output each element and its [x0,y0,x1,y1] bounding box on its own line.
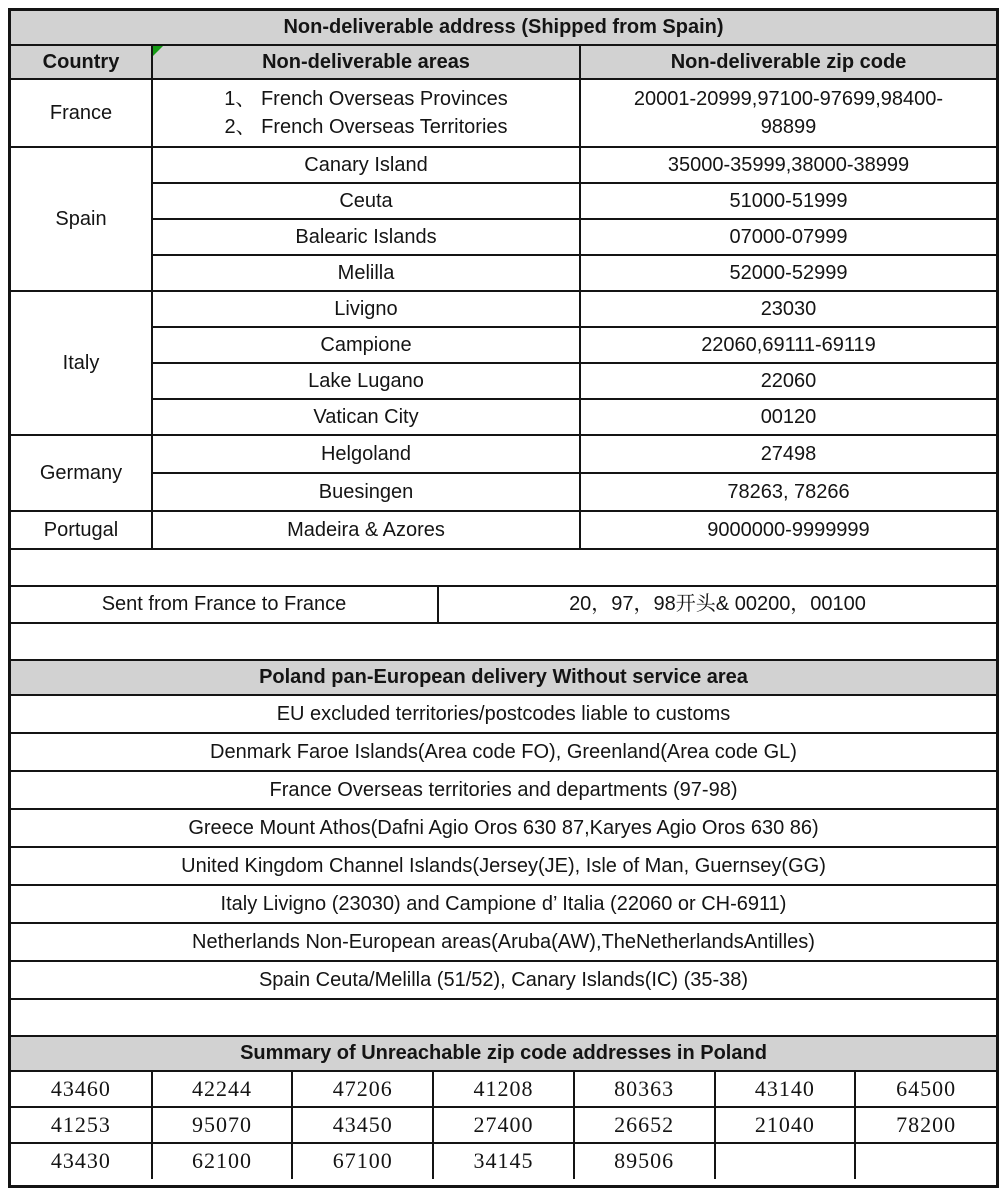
zip-line: 20001-20999,97100-97699,98400- [633,87,944,110]
poland-exclusion-cell: United Kingdom Channel Islands(Jersey(JE), Isle of Man, Guernsey(GG) [11,847,996,885]
poland-exclusion-cell: Netherlands Non-European areas(Aruba(AW),TheNetherlandsAntilles) [11,923,996,961]
poland-exclusion-row [11,771,996,809]
zip-range-cell: 22060 [580,363,996,399]
table-row-italy [11,291,996,327]
poland-exclusion-row [11,847,996,885]
poland-exclusion-row [11,961,996,999]
poland-title-row [11,661,996,695]
spacer-cell [11,624,996,660]
area-cell: Livigno [152,291,580,327]
area-cell: Helgoland [152,435,580,473]
area-cell: Lake Lugano [152,363,580,399]
area-cell: Melilla [152,255,580,291]
poland-exclusion-row [11,695,996,733]
area-cell: Canary Island [152,147,580,183]
zip-code-cell: 43430 [11,1143,152,1179]
zip-code-cell: 78200 [855,1107,996,1143]
table-frame [8,8,999,1188]
comment-marker-icon [153,46,163,56]
zip-range-cell: 78263, 78266 [580,473,996,511]
zip-line: 98899 [760,116,817,138]
zip-code-cell: 42244 [152,1071,293,1107]
area-cell: Balearic Islands [152,219,580,255]
country-cell: Spain [11,147,152,291]
table-row-italy [11,327,996,363]
country-cell: Italy [11,291,152,435]
poland-exclusion-row [11,923,996,961]
spacer-table [11,624,996,661]
column-header-areas-label: Non-deliverable areas [262,50,470,73]
area-line: 2、 French Overseas Territories [224,116,508,138]
country-cell: France [11,79,152,147]
area-cell: Ceuta [152,183,580,219]
poland-section-title: Poland pan-European delivery Without service area [11,661,996,695]
poland-exclusion-row [11,809,996,847]
summary-table [11,1037,996,1179]
zip-range-cell: 00120 [580,399,996,435]
table-row-germany [11,473,996,511]
country-cell: Portugal [11,511,152,549]
zip-code-cell: 62100 [152,1143,293,1179]
zip-range-cell: 22060,69111-69119 [580,327,996,363]
zip-code-cell: 43140 [715,1071,856,1107]
column-header-country: Country [11,45,152,79]
zip-range-cell [580,79,996,147]
poland-exclusion-row [11,885,996,923]
zip-code-cell: 64500 [855,1071,996,1107]
area-cell [152,79,580,147]
zip-code-cell: 41253 [11,1107,152,1143]
zip-code-cell: 43450 [292,1107,433,1143]
area-cell: Campione [152,327,580,363]
table-title: Non-deliverable address (Shipped from Spain) [11,11,996,45]
table-row-spain [11,255,996,291]
zip-code-cell: 34145 [433,1143,574,1179]
column-header-areas [152,45,580,79]
zip-code-cell: 67100 [292,1143,433,1179]
table-row-portugal [11,511,996,549]
zip-code-cell: 95070 [152,1107,293,1143]
summary-title-row [11,1037,996,1071]
zip-code-cell [715,1143,856,1179]
area-cell: Buesingen [152,473,580,511]
zip-code-cell: 80363 [574,1071,715,1107]
poland-exclusion-cell: EU excluded territories/postcodes liable to customs [11,695,996,733]
poland-exclusion-cell: Italy Livigno (23030) and Campione d’ Italia (22060 or CH-6911) [11,885,996,923]
spacer-table [11,550,996,587]
zip-range-cell: 07000-07999 [580,219,996,255]
country-cell: Germany [11,435,152,511]
france-note-row [11,587,996,623]
spacer-row [11,624,996,660]
table-row-germany [11,435,996,473]
sent-route-zips: 20，97，98开头& 00200，00100 [438,587,996,623]
france-note-table [11,587,996,624]
spacer-cell [11,550,996,586]
poland-exclusion-cell: Denmark Faroe Islands(Area code FO), Greenland(Area code GL) [11,733,996,771]
poland-exclusion-row [11,733,996,771]
zip-code-cell: 47206 [292,1071,433,1107]
poland-exclusion-cell: France Overseas territories and departments (97-98) [11,771,996,809]
sent-route-label: Sent from France to France [11,587,438,623]
spacer-row [11,550,996,586]
zip-code-cell: 27400 [433,1107,574,1143]
zip-code-cell: 89506 [574,1143,715,1179]
non-deliverable-table [11,11,996,550]
zip-grid-row [11,1143,996,1179]
spacer-table [11,1000,996,1037]
poland-exclusion-cell: Greece Mount Athos(Dafni Agio Oros 630 87,Karyes Agio Oros 630 86) [11,809,996,847]
zip-range-cell: 23030 [580,291,996,327]
area-cell: Vatican City [152,399,580,435]
table-row-italy [11,399,996,435]
zip-code-cell: 43460 [11,1071,152,1107]
zip-range-cell: 51000-51999 [580,183,996,219]
table-row-italy [11,363,996,399]
zip-range-cell: 27498 [580,435,996,473]
table-row-spain [11,147,996,183]
poland-exclusion-cell: Spain Ceuta/Melilla (51/52), Canary Islands(IC) (35-38) [11,961,996,999]
zip-grid-row [11,1071,996,1107]
area-line: 1、 French Overseas Provinces [224,87,508,110]
zip-code-cell: 21040 [715,1107,856,1143]
spacer-cell [11,1000,996,1036]
zip-range-cell: 9000000-9999999 [580,511,996,549]
zip-code-cell [855,1143,996,1179]
zip-code-cell: 26652 [574,1107,715,1143]
zip-range-cell: 35000-35999,38000-38999 [580,147,996,183]
zip-grid-row [11,1107,996,1143]
table-row-france [11,79,996,147]
table-row-spain [11,219,996,255]
summary-title: Summary of Unreachable zip code addresses in Poland [11,1037,996,1071]
zip-code-cell: 41208 [433,1071,574,1107]
poland-section-table [11,661,996,1000]
table-row-spain [11,183,996,219]
table-title-row [11,11,996,45]
area-cell: Madeira & Azores [152,511,580,549]
spacer-row [11,1000,996,1036]
zip-range-cell: 52000-52999 [580,255,996,291]
column-header-zip: Non-deliverable zip code [580,45,996,79]
column-header-row [11,45,996,79]
